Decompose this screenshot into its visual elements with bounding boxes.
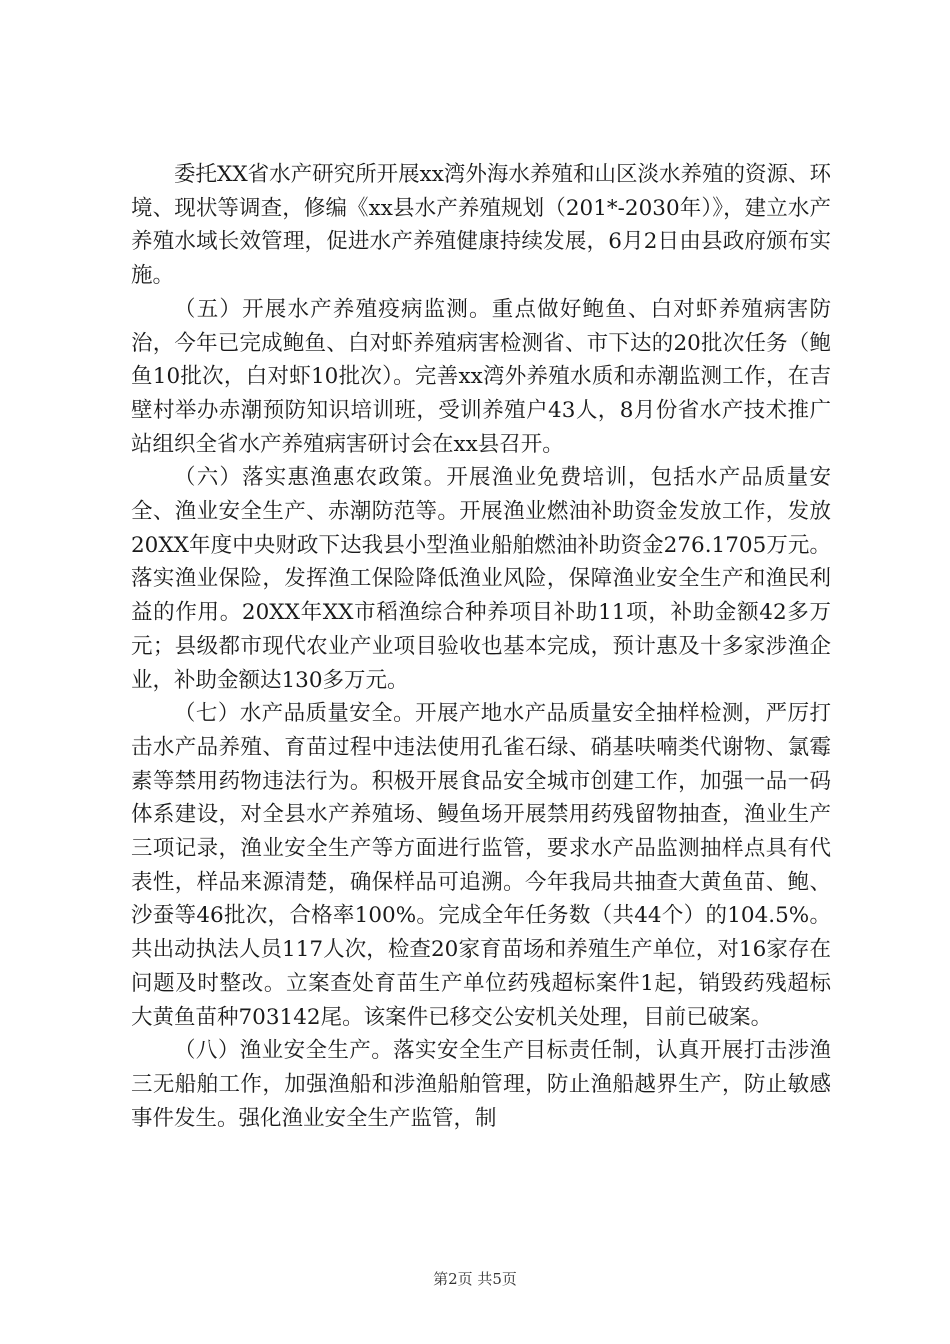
paragraph-section-6: （六）落实惠渔惠农政策。开展渔业免费培训，包括水产品质量安全、渔业安全生产、赤潮防范等。开展渔业燃油补助资金发放工作，发放20XX年度中央财政下达我县小型渔业船舶燃油补助资金276.1705万元。落实渔业保险，发挥渔工保险降低渔业风险，保障渔业安全生产和渔民利益的作用。20XX年XX市稻渔综合种养项目补助11项，补助金额42多万元；县级都市现代农业产业项目验收也基本完成，预计惠及十多家涉渔企业，补助金额达130多万元。 — [131, 465, 831, 693]
page-footer: 第2页 共5页 — [433, 1270, 517, 1288]
document-body — [131, 158, 831, 1135]
paragraph-section-7: （七）水产品质量安全。开展产地水产品质量安全抽样检测，严厉打击水产品养殖、育苗过程中违法使用孔雀石绿、硝基呋喃类代谢物、氯霉素等禁用药物违法行为。积极开展食品安全城市创建工作，加强一品一码体系建设，对全县水产养殖场、鳗鱼场开展禁用药残留物抽查，渔业生产三项记录，渔业安全生产等方面进行监管，要求水产品监测抽样点具有代表性，样品来源清楚，确保样品可追溯。今年我局共抽查大黄鱼苗、鲍、沙蚕等46批次，合格率100%。完成全年任务数（共44个）的104.5%。共出动执法人员117人次，检查20家育苗场和养殖生产单位，对16家存在问题及时整改。立案查处育苗生产单位药残超标案件1起，销毁药残超标大黄鱼苗种703142尾。该案件已移交公安机关处理，目前已破案。 — [131, 701, 831, 1030]
paragraph-intro: 委托XX省水产研究所开展xx湾外海水养殖和山区淡水养殖的资源、环境、现状等调查，修编《xx县水产养殖规划（201*-2030年）》，建立水产养殖水域长效管理，促进水产养殖健康持续发展，6月2日由县政府颁布实施。 — [131, 162, 831, 289]
paragraph-section-5: （五）开展水产养殖疫病监测。重点做好鲍鱼、白对虾养殖病害防治，今年已完成鲍鱼、白对虾养殖病害检测省、市下达的20批次任务（鲍鱼10批次，白对虾10批次）。完善xx湾外养殖水质和赤潮监测工作，在吉壁村举办赤潮预防知识培训班，受训养殖户43人，8月份省水产技术推广站组织全省水产养殖病害研讨会在xx县召开。 — [131, 296, 831, 457]
paragraph-section-8: （八）渔业安全生产。落实安全生产目标责任制，认真开展打击涉渔三无船舶工作，加强渔船和涉渔船舶管理，防止渔船越界生产，防止敏感事件发生。强化渔业安全生产监管，制 — [131, 1038, 831, 1131]
